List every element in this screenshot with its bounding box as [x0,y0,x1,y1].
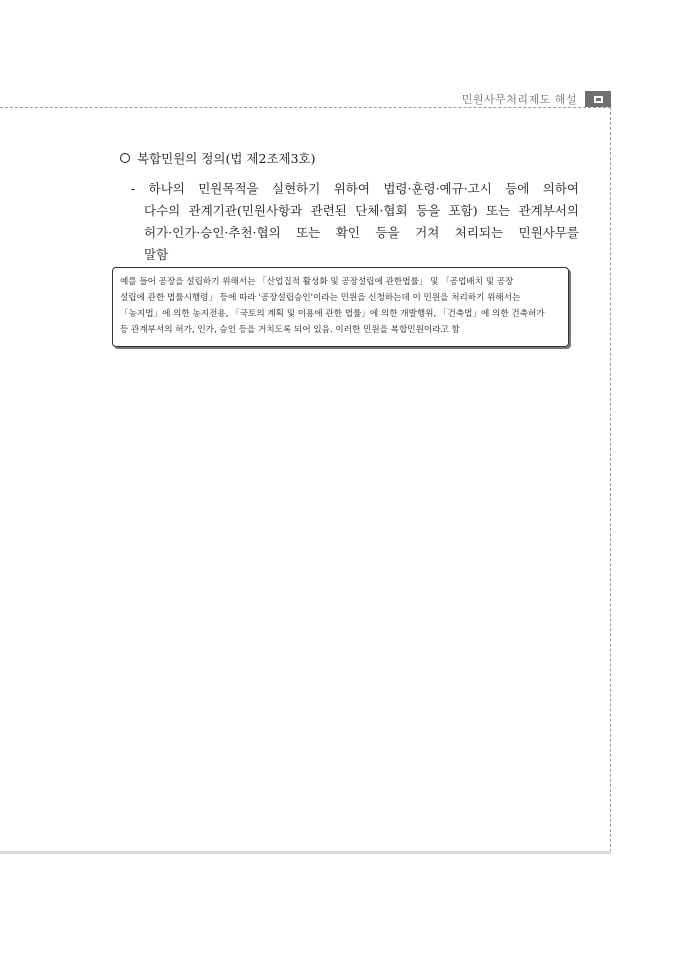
circle-bullet-icon [120,153,130,163]
header-title: 민원사무처리제도 해설 [461,93,577,106]
section-heading [120,149,316,167]
definition-line: 다수의 관계기관(민원사항과 관련된 단체·협회 등을 포함) 또는 관계부서의 [144,203,579,218]
section-heading-text: 복합민원의 정의(법 제2조제3호) [137,151,316,166]
footer-rule [0,851,611,854]
example-line: 예를 들어 공장을 설립하기 위해서는 「산업집적 활성화 및 공장설립에 관한법률」 및 「공업배치 및 공장 [120,277,514,287]
definition-paragraph [131,178,579,266]
example-line: 등 관계부서의 허가, 인가, 승인 등을 거치도록 되어 있음. 이러한 민원을 복합민원이라고 함 [120,325,460,335]
definition-line: 말함 [144,247,169,262]
example-line: 「농지법」에 의한 농지전용, 「국토의 계획 및 이용에 관한 법률」에 의한 개발행위, 「건축법」에 의한 건축허가 [120,309,545,319]
example-box [112,267,569,347]
definition-line: - 하나의 민원목적을 실현하기 위하여 법령·훈령·예규·고시 등에 의하여 [131,181,579,196]
example-line: 설립에 관한 법률시행령」 등에 따라 '공장설립승인'이라는 민원을 신청하는데 이 민원을 처리하기 위해서는 [120,293,521,303]
definition-line: 허가·인가·승인·추천·협의 또는 확인 등을 거쳐 처리되는 민원사무를 [144,225,579,240]
chapter-marker-icon [585,91,611,107]
running-header [462,92,611,106]
